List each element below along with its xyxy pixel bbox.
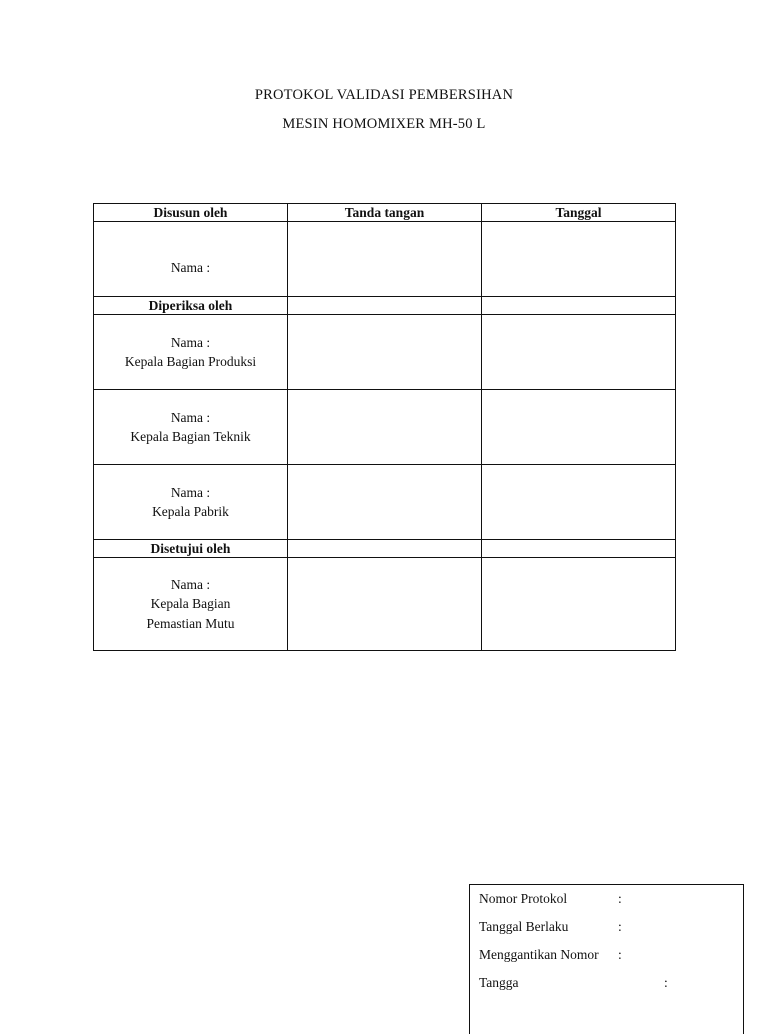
diperiksa-cell-teknik xyxy=(94,390,288,465)
info-colon: : xyxy=(618,891,622,906)
section-row xyxy=(94,297,676,315)
date-cell xyxy=(482,315,676,390)
header-disusun-oleh: Disusun oleh xyxy=(94,204,288,222)
signature-cell xyxy=(288,465,482,540)
disetujui-oleh-label: Disetujui oleh xyxy=(94,540,288,558)
info-label: Nomor Protokol xyxy=(479,891,568,906)
table-row xyxy=(94,558,676,651)
diperiksa-oleh-label: Diperiksa oleh xyxy=(94,297,288,315)
signature-cell xyxy=(288,315,482,390)
table-row xyxy=(94,390,676,465)
document-subtitle: MESIN HOMOMIXER MH-50 L xyxy=(282,116,486,132)
nama-label: Nama : xyxy=(170,576,211,592)
info-label: Tanggal Berlaku xyxy=(479,919,569,934)
info-colon: : xyxy=(664,975,668,990)
jabatan-label: Kepala Bagian Produksi xyxy=(124,354,257,369)
info-label: Menggantikan Nomor xyxy=(479,947,599,962)
jabatan-label: Kepala Pabrik xyxy=(152,504,229,519)
document-title: PROTOKOL VALIDASI PEMBERSIHAN xyxy=(254,87,514,103)
table-row xyxy=(94,465,676,540)
info-colon: : xyxy=(618,947,622,962)
signature-cell xyxy=(288,390,482,465)
date-cell xyxy=(482,465,676,540)
signature-cell xyxy=(288,558,482,651)
nama-label: Nama : xyxy=(170,334,211,350)
header-tanggal: Tanggal xyxy=(482,204,676,222)
nama-label: Nama : xyxy=(170,409,211,425)
disetujui-cell xyxy=(94,558,288,651)
date-cell xyxy=(482,390,676,465)
header-tanda-tangan: Tanda tangan xyxy=(288,204,482,222)
disusun-nama-label: Nama : xyxy=(170,259,211,275)
signature-cell xyxy=(288,222,482,297)
table-header-row xyxy=(94,204,676,222)
diperiksa-cell-pabrik xyxy=(94,465,288,540)
nama-label: Nama : xyxy=(170,484,211,500)
approval-table xyxy=(93,203,676,651)
section-row xyxy=(94,540,676,558)
document-info-box xyxy=(469,884,744,1034)
date-cell xyxy=(482,222,676,297)
disusun-cell xyxy=(94,222,288,297)
table-row xyxy=(94,315,676,390)
jabatan-label: Kepala Bagian Teknik xyxy=(130,429,251,444)
jabatan-label: Pemastian Mutu xyxy=(146,615,235,631)
date-cell xyxy=(482,558,676,651)
diperiksa-cell-produksi xyxy=(94,315,288,390)
jabatan-label: Kepala Bagian xyxy=(150,596,231,612)
info-label: Tangga xyxy=(479,975,519,990)
info-colon: : xyxy=(618,919,622,934)
table-row xyxy=(94,222,676,297)
